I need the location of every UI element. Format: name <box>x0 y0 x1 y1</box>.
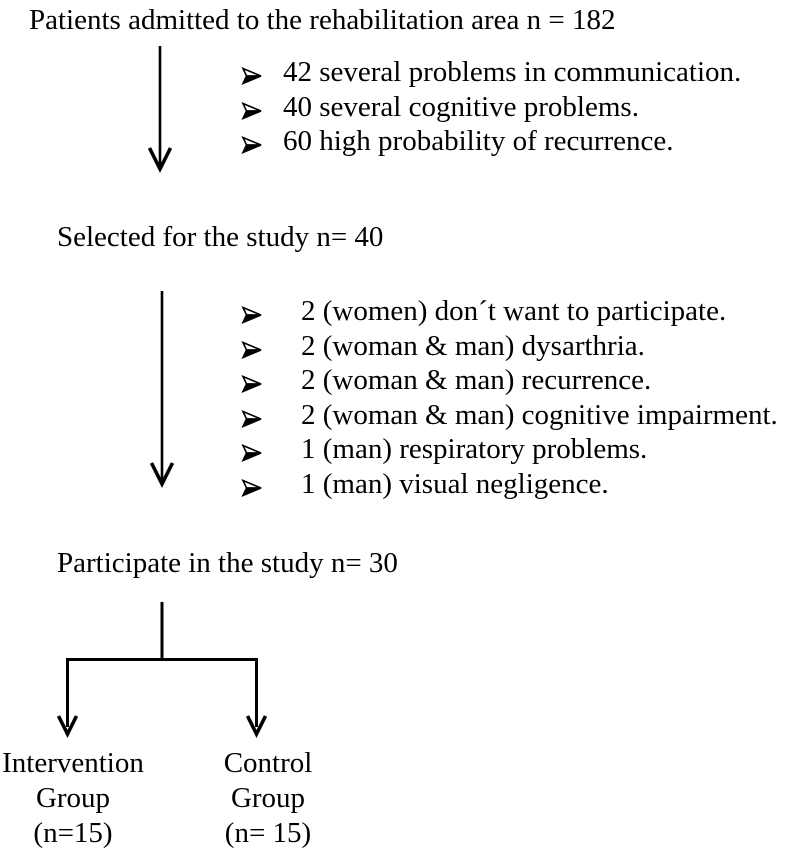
exclusion-item <box>241 331 778 366</box>
exclusion-text: 2 (woman & man) recurrence. <box>301 364 652 397</box>
arrowhead-bullet-icon <box>241 131 263 162</box>
exclusion-item <box>241 296 778 331</box>
exclusion-text: 60 high probability of recurrence. <box>283 125 674 158</box>
exclusion-text: 2 (woman & man) cognitive impairment. <box>301 398 778 431</box>
exclusion-text: 40 several cognitive problems. <box>283 90 639 123</box>
admitted-title: Patients admitted to the rehabilitation area n = 182 <box>29 4 616 36</box>
down-arrow-2-icon <box>148 291 176 489</box>
group-label-line: Intervention <box>2 747 144 779</box>
arrowhead-bullet-icon <box>241 474 263 505</box>
exclusion-list-stage1 <box>241 57 741 161</box>
arrowhead-bullet-icon <box>241 97 263 128</box>
exclusion-item <box>241 92 741 127</box>
exclusion-item <box>241 126 741 161</box>
exclusion-item <box>241 57 741 92</box>
group-label-line: (n=15) <box>33 817 113 849</box>
arrowhead-bullet-icon <box>241 62 263 93</box>
exclusion-text: 2 (women) don´t want to participate. <box>301 295 727 327</box>
exclusion-text: 2 (woman & man) dysarthria. <box>301 329 645 362</box>
exclusion-item <box>241 365 778 400</box>
group-label-line: Control <box>223 747 313 779</box>
arrowhead-bullet-icon <box>241 370 263 401</box>
control-group-label <box>197 746 339 850</box>
exclusion-text: 1 (man) visual negligence. <box>301 467 609 500</box>
exclusion-item <box>241 434 778 469</box>
arrowhead-bullet-icon <box>241 336 263 367</box>
exclusion-item <box>241 400 778 435</box>
exclusion-item <box>241 469 778 504</box>
exclusion-text: 1 (man) respiratory problems. <box>301 433 648 466</box>
participate-title: Participate in the study n= 30 <box>57 547 398 579</box>
down-arrow-1-icon <box>146 46 174 176</box>
arrowhead-bullet-icon <box>241 439 263 470</box>
exclusion-list-stage2 <box>241 296 778 504</box>
intervention-group-label <box>2 746 144 850</box>
branch-connector-icon <box>52 600 272 740</box>
arrowhead-bullet-icon <box>241 405 263 436</box>
group-label-line: (n= 15) <box>224 817 312 849</box>
group-label-line: Group <box>230 782 306 814</box>
arrowhead-bullet-icon <box>241 301 263 332</box>
selected-title: Selected for the study n= 40 <box>57 221 384 253</box>
group-label-line: Group <box>35 782 111 814</box>
exclusion-text: 42 several problems in communication. <box>283 56 742 88</box>
